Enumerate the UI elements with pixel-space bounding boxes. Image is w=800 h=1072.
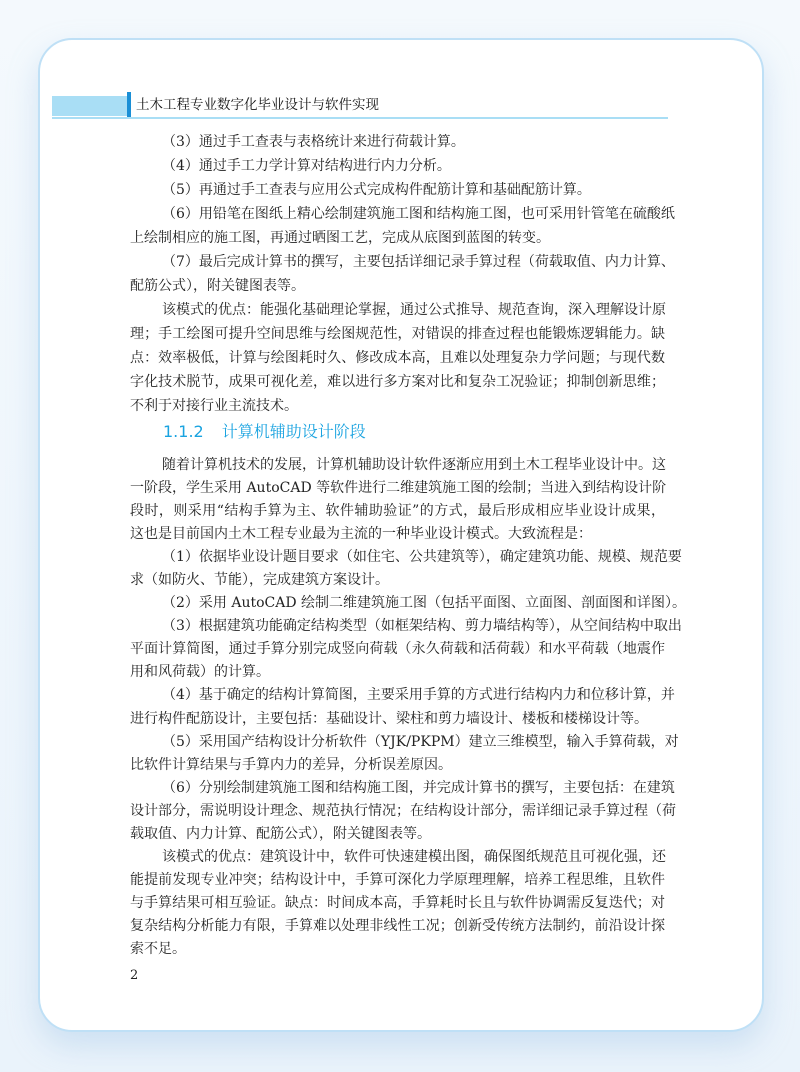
paragraph [130, 250, 675, 298]
text-line: 求（如防火、节能），完成建筑方案设计。 [130, 572, 389, 589]
paragraph [130, 154, 665, 178]
paragraph [130, 846, 665, 961]
text-line: （4）通过手工力学计算对结构进行内力分析。 [162, 158, 451, 174]
section-heading [163, 419, 366, 442]
body-section-1 [130, 130, 675, 418]
paragraph [130, 130, 665, 154]
paragraph [130, 546, 682, 592]
text-line: （2）采用 AutoCAD 绘制二维建筑施工图（包括平面图、立面图、剖面图和详图）。 [162, 595, 687, 612]
text-line: 该模式的优点：能强化基础理论掌握，通过公式推导、规范查询，深入理解设计原 [162, 302, 666, 318]
text-line: 进行构件配筋设计，主要包括：基础设计、梁柱和剪力墙设计、楼板和楼梯设计等。 [130, 710, 648, 727]
text-line: （5）采用国产结构设计分析软件（YJK/PKPM）建立三维模型，输入手算荷载，对 [162, 733, 679, 750]
header-decor-block [52, 96, 128, 116]
text-line: 配筋公式），附关键图表等。 [130, 278, 305, 294]
paragraph [130, 202, 675, 250]
text-line: 复杂结构分析能力有限，手算难以处理非线性工况；创新受传统方法制约，前沿设计探 [130, 917, 665, 934]
text-line: 段时，则采用“结构手算为主、软件辅助验证”的方式，最后形成相应毕业设计成果， [130, 503, 665, 520]
text-line: 设计部分，需说明设计理念、规范执行情况；在结构设计部分，需详细记录手算过程（荷 [130, 802, 676, 819]
text-line: （3）通过手工查表与表格统计来进行荷载计算。 [162, 134, 465, 150]
text-line: 载取值、内力计算、配筋公式），附关键图表等。 [130, 825, 431, 842]
running-header-title: 土木工程专业数字化毕业设计与软件实现 [136, 97, 379, 113]
text-line: （1）依据毕业设计题目要求（如住宅、公共建筑等），确定建筑功能、规模、规范要 [162, 549, 682, 566]
paragraph [130, 777, 676, 846]
text-line: 用和风荷载）的计算。 [130, 664, 270, 681]
text-line: 不利于对接行业主流技术。 [130, 398, 298, 414]
text-line: 该模式的优点：建筑设计中，软件可快速建模出图，确保图纸规范且可视化强，还 [162, 848, 666, 865]
page-number: 2 [130, 968, 139, 983]
text-line: 随着计算机技术的发展，计算机辅助设计软件逐渐应用到土木工程毕业设计中。这 [162, 457, 666, 473]
text-line: （7）最后完成计算书的撰写，主要包括详细记录手算过程（荷载取值、内力计算、 [162, 254, 675, 270]
text-line: （6）用铅笔在图纸上精心绘制建筑施工图和结构施工图，也可采用针管笔在硫酸纸 [162, 206, 675, 222]
text-line: （4）基于确定的结构计算简图，主要采用手算的方式进行结构内力和位移计算，并 [162, 687, 675, 704]
paragraph [130, 731, 679, 777]
text-line: 一阶段，学生采用 AutoCAD 等软件进行二维建筑施工图的绘制；当进入到结构设计阶 [130, 480, 667, 497]
paragraph [130, 178, 665, 202]
text-line: 字化技术脱节，成果可视化差，难以进行多方案对比和复杂工况验证；抑制创新思维； [130, 374, 665, 390]
text-line: 比软件计算结果与手算内力的差异，分析误差原因。 [130, 756, 452, 773]
paragraph [130, 615, 682, 684]
header-rule [52, 117, 668, 119]
header-accent-bar [127, 92, 131, 119]
paragraph [130, 592, 687, 615]
text-line: 上绘制相应的施工图，再通过晒图工艺，完成从底图到蓝图的转变。 [130, 230, 550, 246]
section-heading-title: 计算机辅助设计阶段 [221, 422, 366, 441]
text-line: 点：效率极低，计算与绘图耗时久、修改成本高，且难以处理复杂力学问题；与现代数 [130, 350, 665, 366]
text-line: 与手算结果可相互验证。缺点：时间成本高，手算耗时长且与软件协调需反复迭代；对 [130, 894, 665, 911]
text-line: 这也是目前国内土木工程专业最为主流的一种毕业设计模式。大致流程是： [130, 526, 592, 543]
text-line: 能提前发现专业冲突；结构设计中，手算可深化力学原理理解，培养工程思维，且软件 [130, 871, 665, 888]
text-line: （5）再通过手工查表与应用公式完成构件配筋计算和基础配筋计算。 [162, 182, 591, 198]
text-line: （6）分别绘制建筑施工图和结构施工图，并完成计算书的撰写，主要包括：在建筑 [162, 779, 675, 796]
paragraph [130, 684, 675, 730]
text-line: （3）根据建筑功能确定结构类型（如框架结构、剪力墙结构等），从空间结构中取出 [162, 618, 682, 635]
paragraph [130, 454, 665, 546]
text-line: 理；手工绘图可提升空间思维与绘图规范性，对错误的排查过程也能锻炼逻辑能力。缺 [130, 326, 665, 342]
text-line: 索不足。 [130, 940, 186, 957]
paragraph [130, 298, 665, 418]
section-heading-number: 1.1.2 [163, 422, 204, 441]
body-section-2 [130, 454, 687, 961]
text-line: 平面计算简图，通过手算分别完成竖向荷载（永久荷载和活荷载）和水平荷载（地震作 [130, 641, 665, 658]
